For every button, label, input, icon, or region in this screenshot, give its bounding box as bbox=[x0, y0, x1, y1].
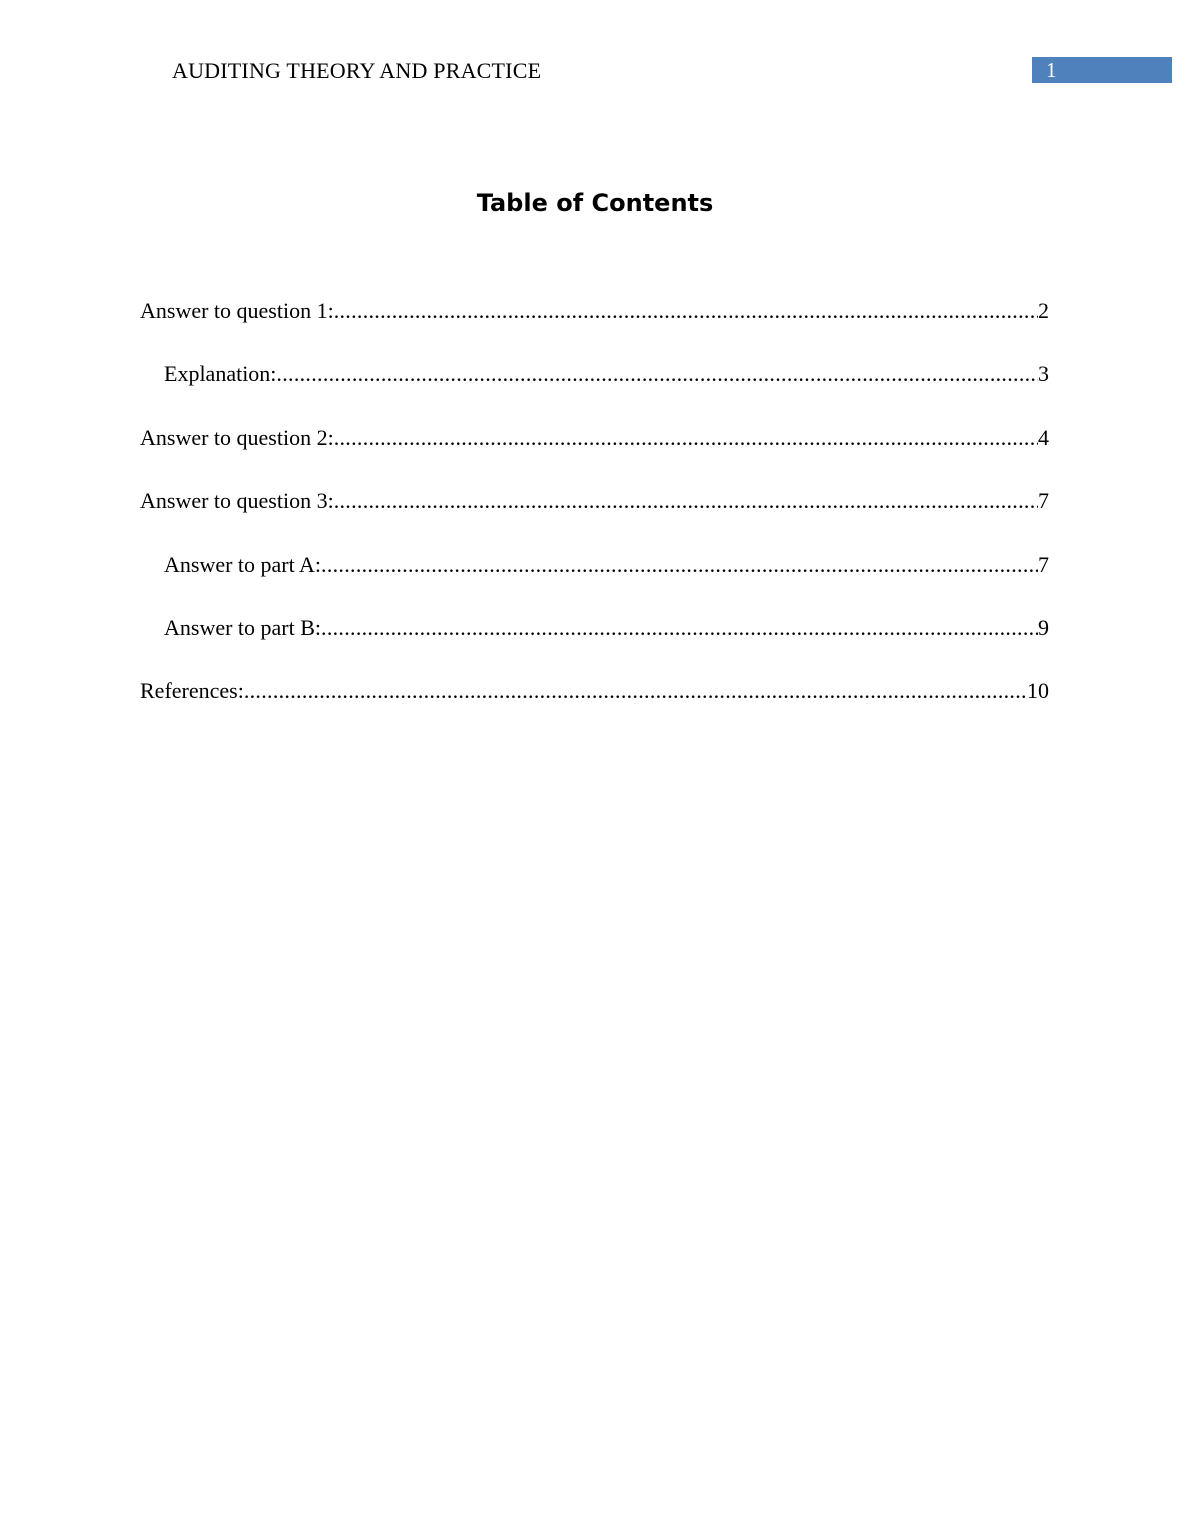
dot-leader bbox=[334, 424, 1038, 452]
toc-entry-page: 9 bbox=[1038, 615, 1049, 640]
dot-leader bbox=[244, 677, 1027, 705]
toc-entry-page: 7 bbox=[1038, 488, 1049, 513]
dot-leader bbox=[334, 297, 1038, 325]
dot-leader bbox=[321, 551, 1038, 579]
dot-leader bbox=[276, 360, 1038, 388]
toc-entry-page: 3 bbox=[1038, 361, 1049, 386]
toc-entry-part-b[interactable] bbox=[164, 614, 1049, 642]
toc-entry-label: References: bbox=[140, 678, 244, 703]
toc-entry-question-2[interactable] bbox=[140, 424, 1049, 452]
dot-leader bbox=[321, 614, 1038, 642]
header-title: AUDITING THEORY AND PRACTICE bbox=[172, 58, 542, 83]
toc-entry-label: Answer to question 2: bbox=[140, 425, 334, 450]
toc-entry-label: Answer to question 3: bbox=[140, 488, 334, 513]
toc-heading: Table of Contents bbox=[476, 189, 714, 217]
toc-entry-question-3[interactable] bbox=[140, 487, 1049, 515]
dot-leader bbox=[334, 487, 1038, 515]
toc-entry-label: Explanation: bbox=[164, 361, 277, 386]
toc-entry-references[interactable] bbox=[140, 677, 1049, 705]
toc-entry-label: Answer to part B: bbox=[164, 615, 322, 640]
toc-entry-page: 4 bbox=[1038, 425, 1049, 450]
toc-entry-page: 7 bbox=[1038, 552, 1049, 577]
toc-entry-page: 2 bbox=[1038, 298, 1049, 323]
toc-entry-explanation[interactable] bbox=[164, 360, 1049, 388]
toc-entry-question-1[interactable] bbox=[140, 297, 1049, 325]
toc-entry-part-a[interactable] bbox=[164, 551, 1049, 579]
page-number: 1 bbox=[1046, 58, 1057, 82]
toc-entry-label: Answer to part A: bbox=[164, 552, 322, 577]
toc-entry-page: 10 bbox=[1027, 678, 1049, 703]
toc-entry-label: Answer to question 1: bbox=[140, 298, 334, 323]
